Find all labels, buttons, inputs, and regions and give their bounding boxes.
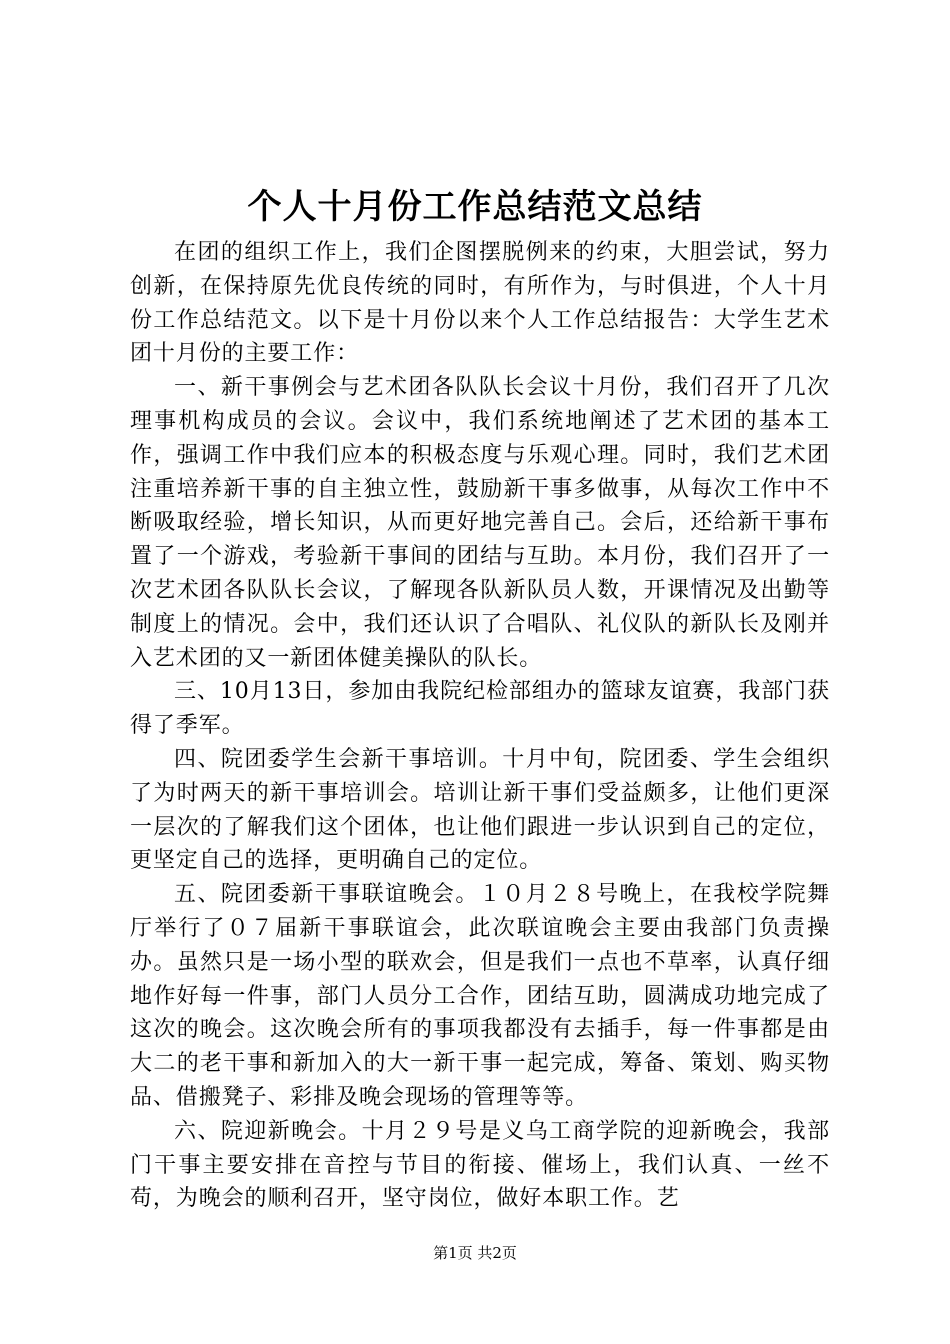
document-body: [130, 236, 830, 1216]
paragraph-section-3: 三、10月13日，参加由我院纪检部组办的篮球友谊赛，我部门获得了季军。: [130, 679, 830, 739]
paragraph-section-6: 六、院迎新晚会。十月２９号是义乌工商学院的迎新晚会，我部门干事主要安排在音控与节目的衔接、催场上，我们认真、一丝不苟，为晚会的顺利召开，坚守岗位，做好本职工作。艺: [130, 1118, 830, 1212]
paragraph-section-5: 五、院团委新干事联谊晚会。１０月２８号晚上，在我校学院舞厅举行了０７届新干事联谊会，此次联谊晚会主要由我部门负责操办。虽然只是一场小型的联欢会，但是我们一点也不草率，认真仔细地作好每一件事，部门人员分工合作，团结互助，圆满成功地完成了这次的晚会。这次晚会所有的事项我都没有去插手，每一件事都是由大二的老干事和新加入的大一新干事一起完成，筹备、策划、购买物品、借搬凳子、彩排及晚会现场的管理等等。: [130, 882, 830, 1110]
paragraph-intro: 在团的组织工作上，我们企图摆脱例来的约束，大胆尝试，努力创新，在保持原先优良传统的同时，有所作为，与时俱进，个人十月份工作总结范文。以下是十月份以来个人工作总结报告：大学生艺术团十月份的主要工作：: [130, 240, 830, 367]
page-number-footer: 第1页 共2页: [433, 1244, 517, 1262]
document-title: 个人十月份工作总结范文总结: [247, 187, 703, 227]
paragraph-section-1: 一、新干事例会与艺术团各队队长会议十月份，我们召开了几次理事机构成员的会议。会议中，我们系统地阐述了艺术团的基本工作，强调工作中我们应本的积极态度与乐观心理。同时，我们艺术团注重培养新干事的自主独立性，鼓励新干事多做事，从每次工作中不断吸取经验，增长知识，从而更好地完善自己。会后，还给新干事布置了一个游戏，考验新干事间的团结与互助。本月份，我们召开了一次艺术团各队队长会议，了解现各队新队员人数，开课情况及出勤等制度上的情况。会中，我们还认识了合唱队、礼仪队的新队长及刚并入艺术团的又一新团体健美操队的队长。: [130, 375, 830, 671]
paragraph-section-4: 四、院团委学生会新干事培训。十月中旬，院团委、学生会组织了为时两天的新干事培训会。培训让新干事们受益颇多，让他们更深一层次的了解我们这个团体，也让他们跟进一步认识到自己的定位，更坚定自己的选择，更明确自己的定位。: [130, 746, 830, 874]
